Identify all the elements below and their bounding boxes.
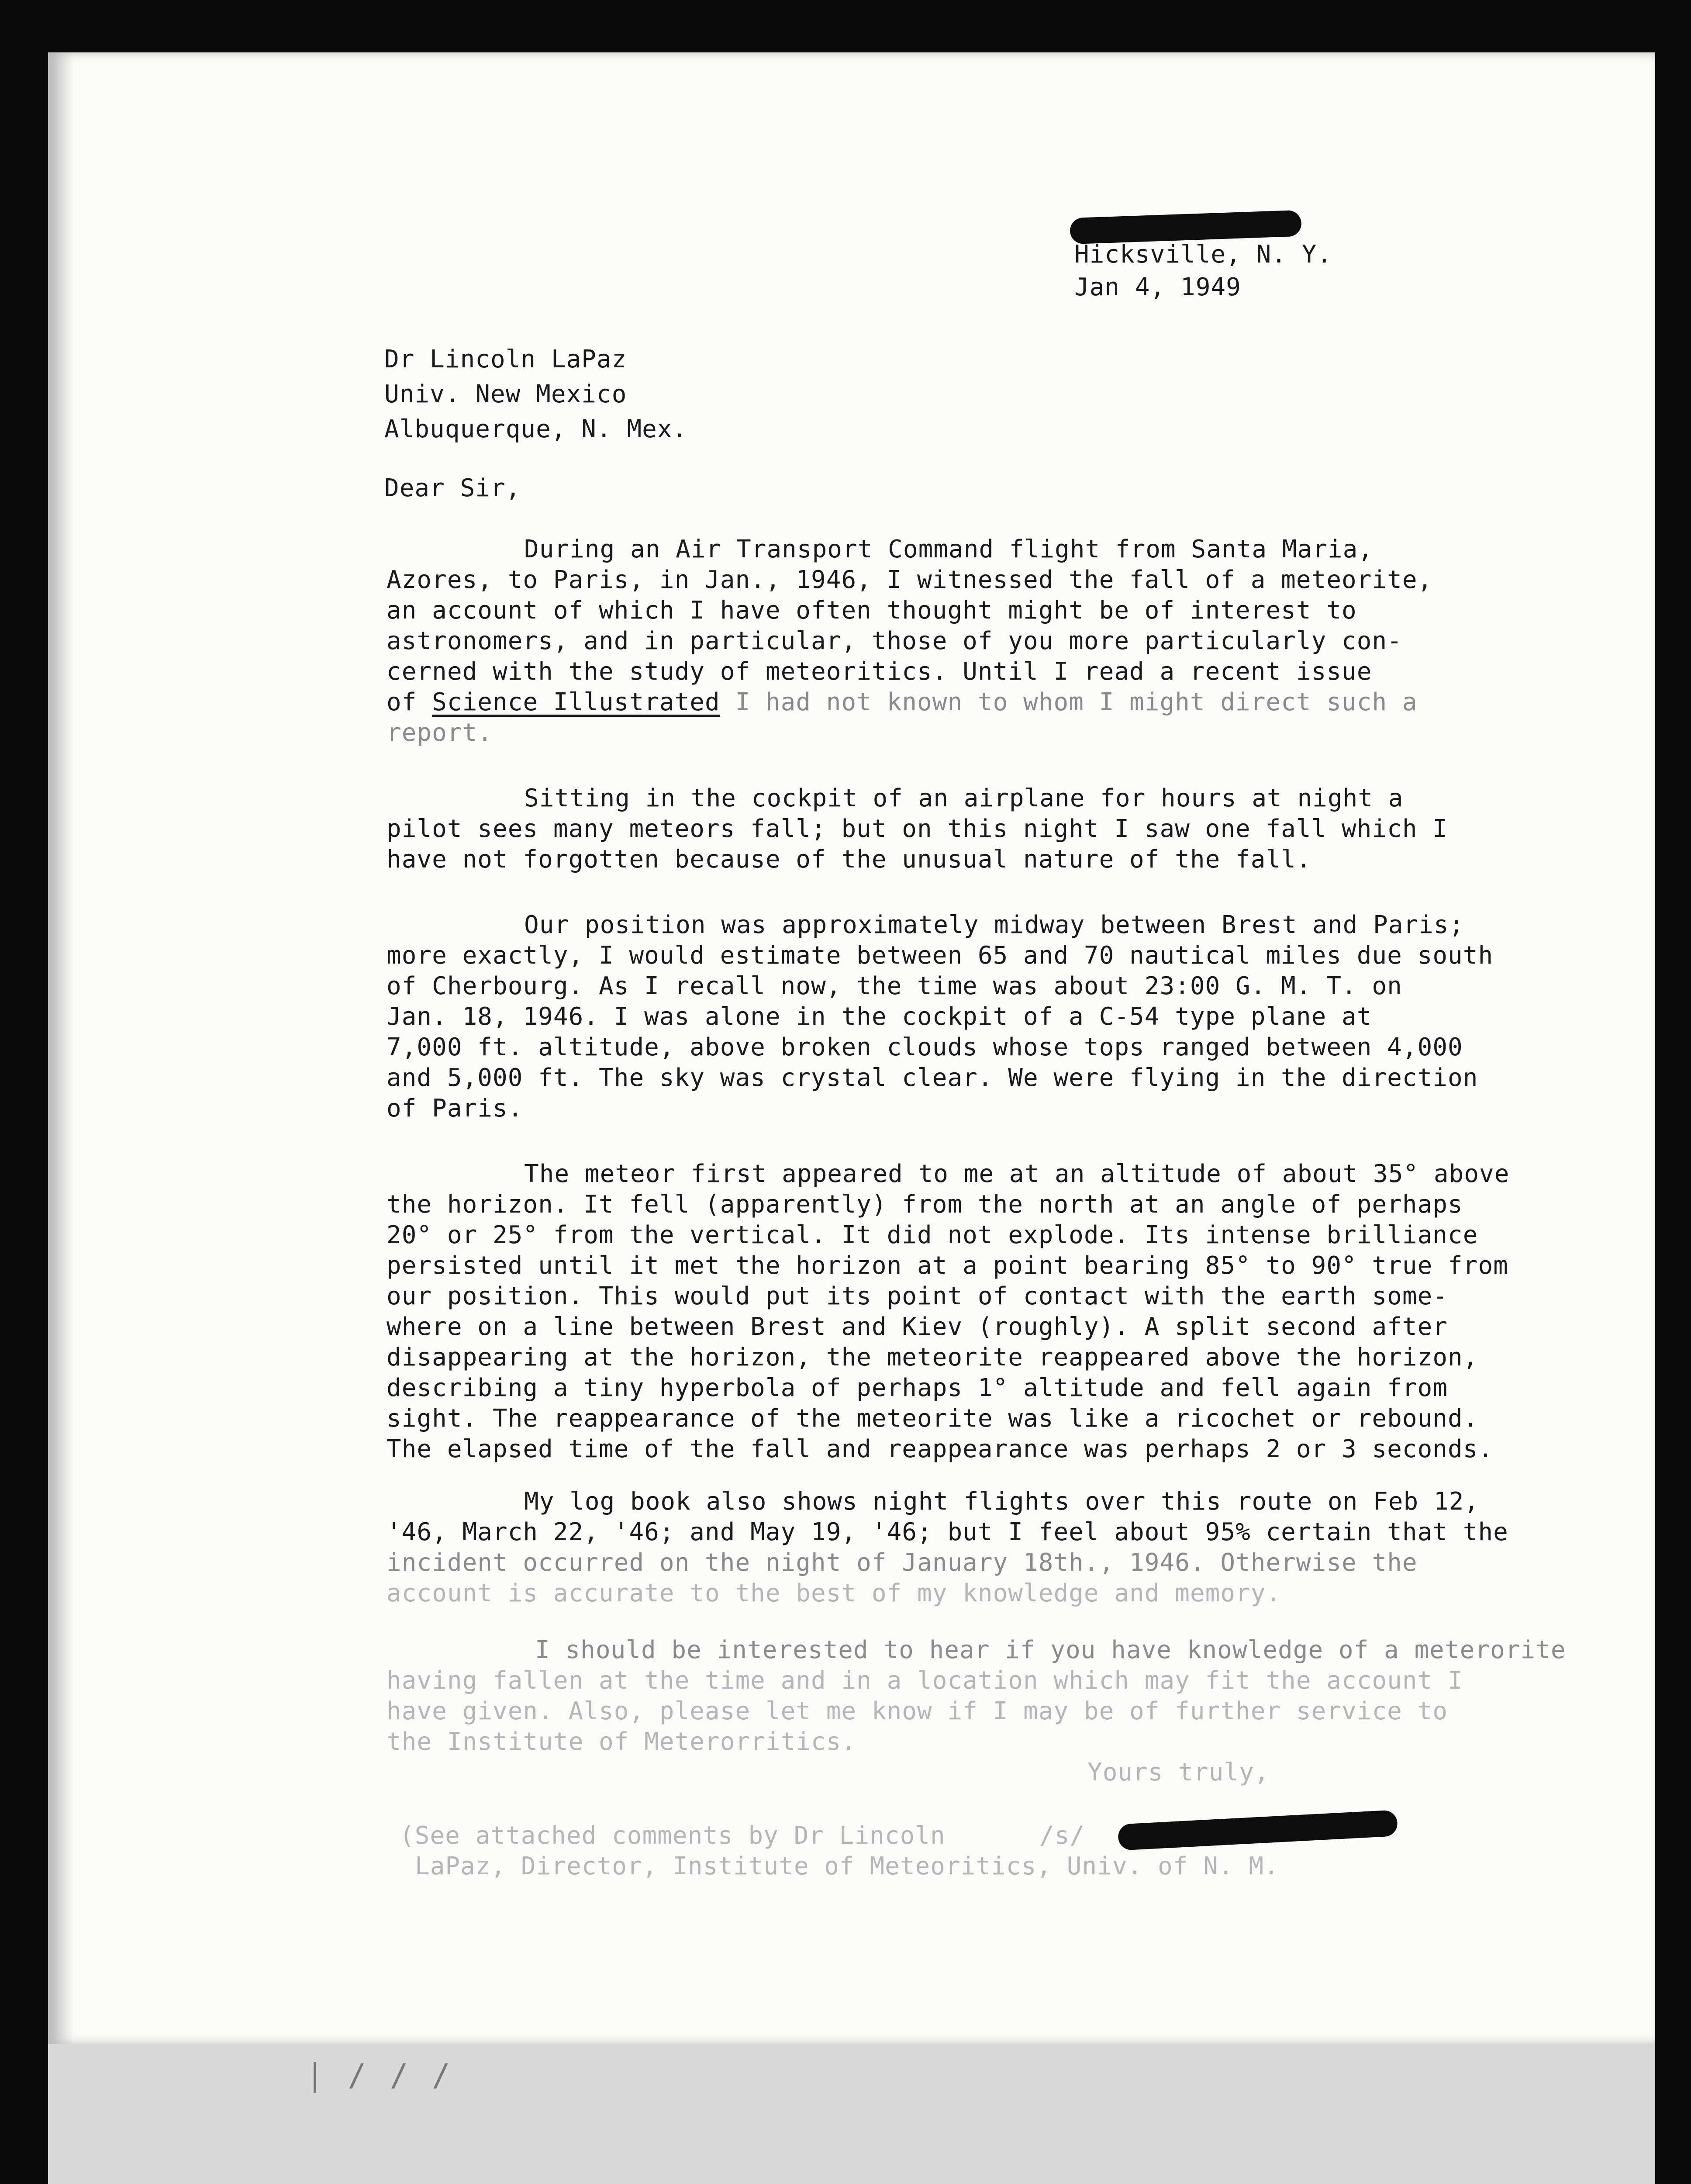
- paragraph-line: account is accurate to the best of my knowledge and memory.: [387, 1579, 1281, 1607]
- paragraph-line: [387, 688, 1418, 716]
- scan-bottom-strip: [48, 2044, 1655, 2184]
- salutation: Dear Sir,: [384, 474, 521, 502]
- paragraph-line: incident occurred on the night of January 18th., 1946. Otherwise the: [387, 1548, 1418, 1577]
- paragraph-line: The elapsed time of the fall and reappearance was perhaps 2 or 3 seconds.: [387, 1435, 1494, 1463]
- paragraph-line: sight. The reappearance of the meteorite was like a ricochet or rebound.: [387, 1404, 1478, 1433]
- paragraph-line: our position. This would put its point of contact with the earth some-: [387, 1282, 1448, 1310]
- paragraph-line: pilot sees many meteors fall; but on this night I saw one fall which I: [387, 815, 1448, 843]
- publication-title: Science Illustrated: [432, 688, 720, 716]
- paragraph-line: cerned with the study of meteoritics. Until I read a recent issue: [387, 657, 1372, 686]
- paragraph-line: '46, March 22, '46; and May 19, '46; but I feel about 95% certain that the: [387, 1518, 1508, 1546]
- paragraph-line: Azores, to Paris, in Jan., 1946, I witnessed the fall of a meteorite,: [387, 566, 1433, 594]
- paragraph-line: the Institute of Meterorritics.: [387, 1728, 857, 1756]
- paragraph-line: an account of which I have often thought might be of interest to: [387, 596, 1357, 625]
- closing: Yours truly,: [1087, 1758, 1270, 1787]
- addressee-line: Univ. New Mexico: [384, 380, 627, 408]
- paragraph-line: 7,000 ft. altitude, above broken clouds whose tops ranged between 4,000: [387, 1033, 1463, 1061]
- paragraph-line: The meteor first appeared to me at an altitude of about 35° above: [524, 1160, 1510, 1188]
- footnote-line: (See attached comments by Dr Lincoln: [400, 1821, 946, 1850]
- paragraph-line: Sitting in the cockpit of an airplane for hours at night a: [524, 784, 1404, 812]
- paragraph-line: My log book also shows night flights over this route on Feb 12,: [524, 1487, 1480, 1516]
- paragraph-line: have given. Also, please let me know if I may be of further service to: [387, 1697, 1448, 1725]
- paragraph-line: 20° or 25° from the vertical. It did not explode. Its intense brilliance: [387, 1221, 1478, 1249]
- paragraph-line: astronomers, and in particular, those of you more particularly con-: [387, 627, 1402, 655]
- paragraph-line: describing a tiny hyperbola of perhaps 1° altitude and fell again from: [387, 1374, 1448, 1402]
- paragraph-line: During an Air Transport Command flight from Santa Maria,: [524, 535, 1374, 563]
- addressee-line: Albuquerque, N. Mex.: [384, 415, 688, 443]
- paragraph-text: I had not known to whom I might direct such a: [720, 688, 1418, 716]
- paragraph-line: and 5,000 ft. The sky was crystal clear. We were flying in the direction: [387, 1064, 1478, 1092]
- paragraph-line: have not forgotten because of the unusual nature of the fall.: [387, 845, 1311, 874]
- signature-prefix: /s/: [1039, 1821, 1085, 1850]
- paragraph-line: of Cherbourg. As I recall now, the time was about 23:00 G. M. T. on: [387, 972, 1402, 1000]
- paragraph-line: Jan. 18, 1946. I was alone in the cockpit of a C-54 type plane at: [387, 1002, 1372, 1031]
- paragraph-line: where on a line between Brest and Kiev (roughly). A split second after: [387, 1313, 1448, 1341]
- paragraph-line: of Paris.: [387, 1094, 523, 1123]
- header-city: Hicksville, N. Y.: [1074, 240, 1332, 269]
- paragraph-line: I should be interested to hear if you have knowledge of a meterorite: [535, 1636, 1566, 1664]
- paragraph-text: of: [387, 688, 432, 716]
- paper-shadow-edge: [48, 52, 74, 2044]
- addressee-line: Dr Lincoln LaPaz: [384, 345, 627, 373]
- paragraph-line: having fallen at the time and in a location which may fit the account I: [387, 1666, 1463, 1695]
- footnote-line: LaPaz, Director, Institute of Meteoritics, Univ. of N. M.: [415, 1852, 1279, 1880]
- paragraph-line: more exactly, I would estimate between 65 and 70 nautical miles due south: [387, 941, 1494, 970]
- paragraph-line: report.: [387, 719, 493, 747]
- header-date: Jan 4, 1949: [1074, 273, 1241, 301]
- paragraph-line: persisted until it met the horizon at a point bearing 85° to 90° true from: [387, 1251, 1508, 1280]
- paragraph-line: the horizon. It fell (apparently) from the north at an angle of perhaps: [387, 1190, 1463, 1219]
- paragraph-line: disappearing at the horizon, the meteorite reappeared above the horizon,: [387, 1343, 1478, 1372]
- scan-margin-marks: | / / /: [306, 2057, 453, 2093]
- paragraph-line: Our position was approximately midway between Brest and Paris;: [524, 911, 1464, 939]
